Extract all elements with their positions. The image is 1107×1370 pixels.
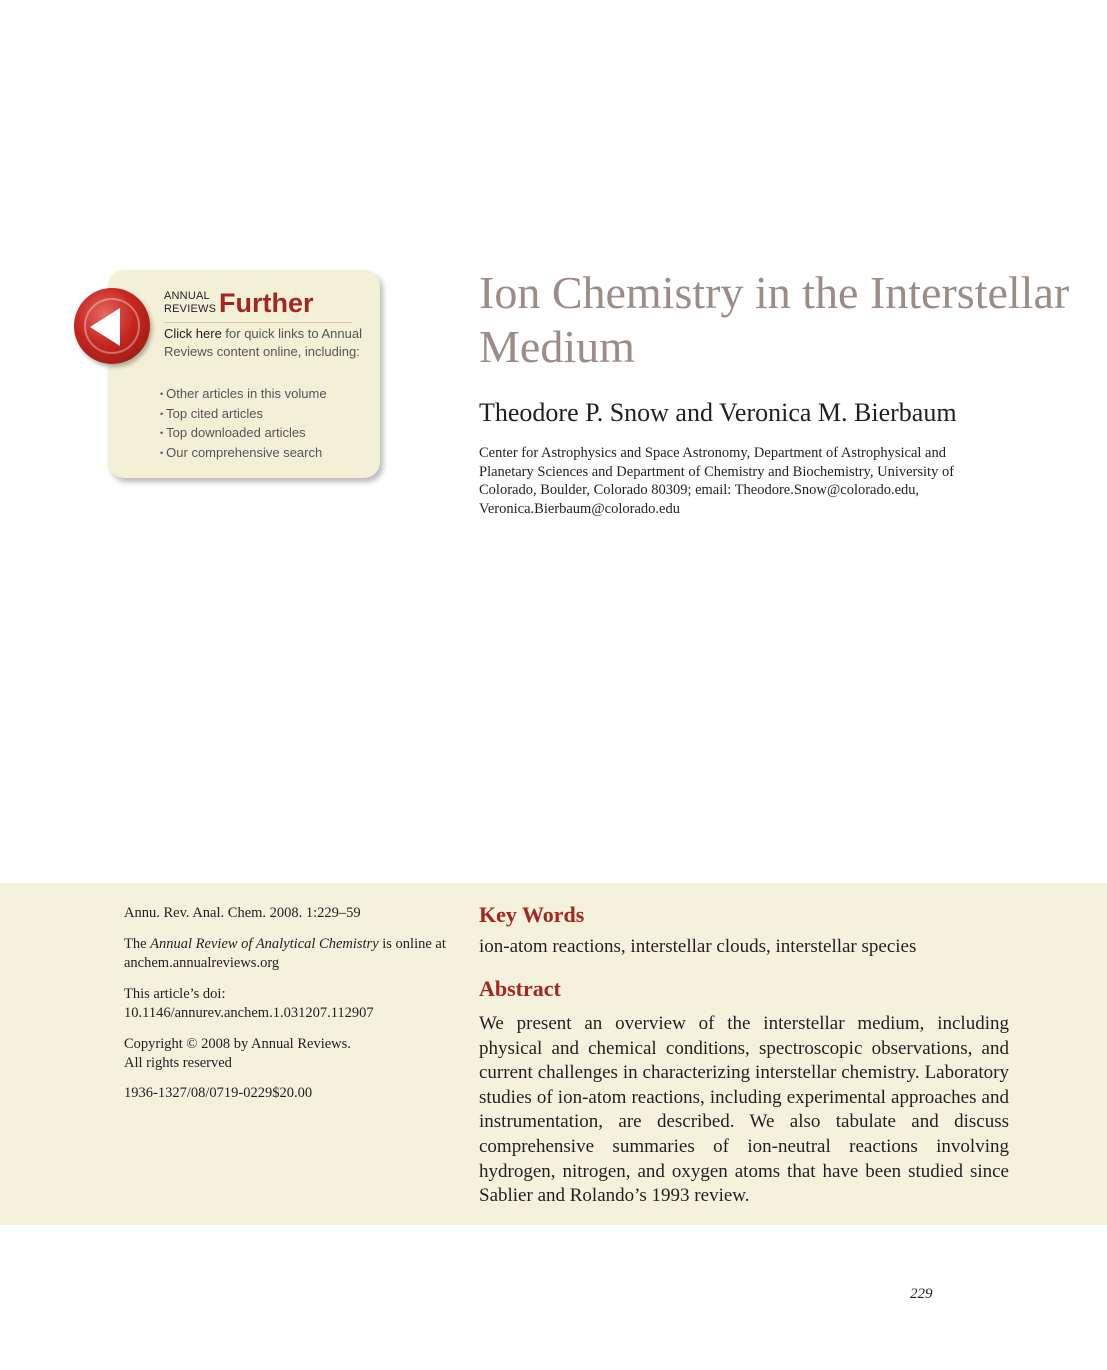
list-item[interactable]: • Top downloaded articles: [160, 424, 327, 444]
keywords-heading: Key Words: [479, 902, 585, 927]
journal-online-note: The Annual Review of Analytical Chemistry is online at anchem.annualreviews.org: [124, 936, 446, 971]
list-item[interactable]: • Other articles in this volume: [160, 385, 327, 405]
keywords-text: ion-atom reactions, interstellar clouds, interstellar species: [479, 936, 917, 957]
annual-reviews-logo: ANNUAL REVIEWS: [164, 290, 217, 315]
citation: Annu. Rev. Anal. Chem. 2008. 1:229–59: [124, 905, 361, 921]
article-authors: Theodore P. Snow and Veronica M. Bierbaum: [479, 398, 957, 427]
author-affiliation: Center for Astrophysics and Space Astronomy, Department of Astrophysical and Planetary Sciences and Department of Chemistry and Biochemistry, University of Colorado, Boulder, Colorado 80309; email: Theodore.Snow@colorado.edu, Veronica.Bierbaum@colorado.edu: [479, 445, 955, 517]
further-intro-text: for quick links to Annual Reviews content online, including:: [164, 326, 362, 359]
page-number: 229: [910, 1286, 933, 1302]
further-header: [164, 290, 352, 323]
list-item[interactable]: • Our comprehensive search: [160, 444, 327, 464]
issn: 1936-1327/08/0719-0229$20.00: [124, 1085, 313, 1101]
list-item[interactable]: • Top cited articles: [160, 405, 327, 425]
back-arrow-icon[interactable]: [74, 288, 150, 364]
rights: All rights reserved: [124, 1055, 232, 1071]
abstract-heading: Abstract: [479, 976, 561, 1001]
click-here-link[interactable]: Click here: [164, 326, 222, 341]
doi-label: This article’s doi:: [124, 986, 226, 1002]
further-link-list: [160, 385, 327, 463]
copyright: Copyright © 2008 by Annual Reviews.: [124, 1036, 351, 1052]
copyright-block: [124, 1035, 454, 1073]
doi-block: [124, 985, 454, 1023]
article-title: Ion Chemistry in the Interstellar Medium: [479, 267, 1070, 372]
journal-name: Annual Review of Analytical Chemistry: [150, 936, 379, 952]
further-intro: [164, 325, 364, 360]
further-label: Further: [219, 288, 314, 318]
abstract-text: We present an overview of the interstellar medium, including physical and chemical conditions, spectroscopic observations, and current challenges in characterizing interstellar chemistry. Laboratory studies of ion-atom reactions, including experimental approaches and instrumentation, are described. We also tabulate and discuss comprehensive summaries of ion-neutral reactions involving hydrogen, nitrogen, and oxygen atoms that have been studied since Sablier and Rolando’s 1993 review.: [479, 1013, 1009, 1207]
doi-value[interactable]: 10.1146/annurev.anchem.1.031207.112907: [124, 1005, 374, 1021]
